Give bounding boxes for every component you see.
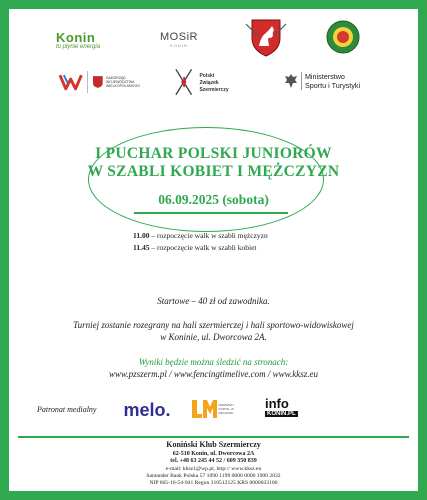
footer-divider	[18, 436, 409, 438]
footer-club-name: Koniński Klub Szermierczy	[166, 440, 261, 449]
footer-address: 62-510 Konin, ul. Dworcowa 2A	[172, 451, 255, 457]
polish-eagle-icon	[284, 72, 298, 90]
kks-club-crest	[242, 16, 290, 58]
footer-phone: tel. +48 63 245 44 52 / 609 350 839	[170, 458, 257, 464]
eagle-shield-icon	[92, 75, 104, 89]
wlkp-divider	[87, 71, 88, 93]
konin-logo-slogan: tu płynie energia	[56, 44, 101, 50]
event-title-line1: I PUCHAR POLSKI JUNIORÓW	[95, 145, 332, 162]
konin-city-logo	[56, 27, 136, 53]
mosir-logo-word: MOSiR	[160, 30, 198, 43]
date-underline	[134, 212, 288, 214]
schedule-item	[133, 231, 268, 240]
schedule-time: 11.00	[133, 231, 150, 240]
schedule-text: – rozpoczęcie walk w szabli mężczyzn	[149, 231, 268, 240]
pzs-logo	[172, 66, 234, 100]
wielkopolska-text: SAMORZĄD WOJEWÓDZTWA WIELKOPOLSKIEGO	[105, 76, 141, 88]
entry-fee: Startowe – 40 zł od zawodnika.	[157, 296, 270, 306]
infokonin-word: info	[265, 396, 289, 411]
round-sport-logo	[326, 20, 360, 54]
schedule-item	[133, 243, 257, 252]
footer-bank: Santander Bank Polska 57 1090 1199 0000 0000 1900 2832	[146, 473, 281, 479]
lm-logo	[188, 396, 238, 422]
footer-email[interactable]: e-mail: kksz1@wp.pl, http:// www.kksz.eu	[165, 466, 262, 472]
lm-tagline: PIERWSZY PORTAL W REGIONIE	[218, 403, 235, 415]
pzs-line1: Polski Związek	[199, 72, 219, 86]
wielkopolska-logo	[58, 67, 141, 97]
schedule-time: 11.45	[133, 243, 150, 252]
lm-mark-icon	[190, 398, 218, 420]
infokonin-logo	[265, 392, 307, 422]
ministry-logo	[279, 67, 365, 95]
results-links[interactable]: www.pzszerm.pl / www.fencingtimelive.com / www.kksz.eu	[109, 369, 318, 379]
venue-line1: Turniej zostanie rozegrany na hali szermierczej i hali sportowo-widowiskowej	[73, 320, 354, 330]
crossed-sabres-icon	[172, 67, 195, 99]
mosir-logo	[150, 27, 208, 51]
footer-ids: NIP 665-16-54-941 Regon 310512125 KRS 0000033106	[149, 480, 278, 486]
ministry-line1: Ministerstwo	[304, 72, 345, 81]
ministry-line2: Sportu i Turystyki	[304, 81, 361, 90]
melo-logo	[118, 398, 176, 422]
event-title-line2: W SZABLI KOBIET I MĘŻCZYZN	[87, 163, 340, 180]
wielkopolska-w-icon	[58, 69, 83, 95]
infokonin-domain: KONIN.PL	[267, 411, 296, 417]
venue-line2: w Koninie, ul. Dworcowa 2A.	[160, 332, 267, 342]
results-heading: Wyniki będzie można śledzić na stronach:	[138, 357, 289, 367]
round-emblem-icon	[326, 20, 360, 54]
schedule-text: – rozpoczęcie walk w szabli kobiet	[149, 243, 257, 252]
media-patronage-label: Patronat medialny	[37, 405, 97, 414]
event-date: 06.09.2025 (sobota)	[158, 192, 269, 207]
melo-logo-word: melo.	[123, 399, 171, 420]
mosir-logo-sub: KONIN	[170, 42, 188, 48]
pzs-line2: Szermierczy	[199, 86, 229, 93]
horse-crest-icon	[242, 16, 290, 58]
konin-logo-word: Konin	[56, 30, 96, 45]
